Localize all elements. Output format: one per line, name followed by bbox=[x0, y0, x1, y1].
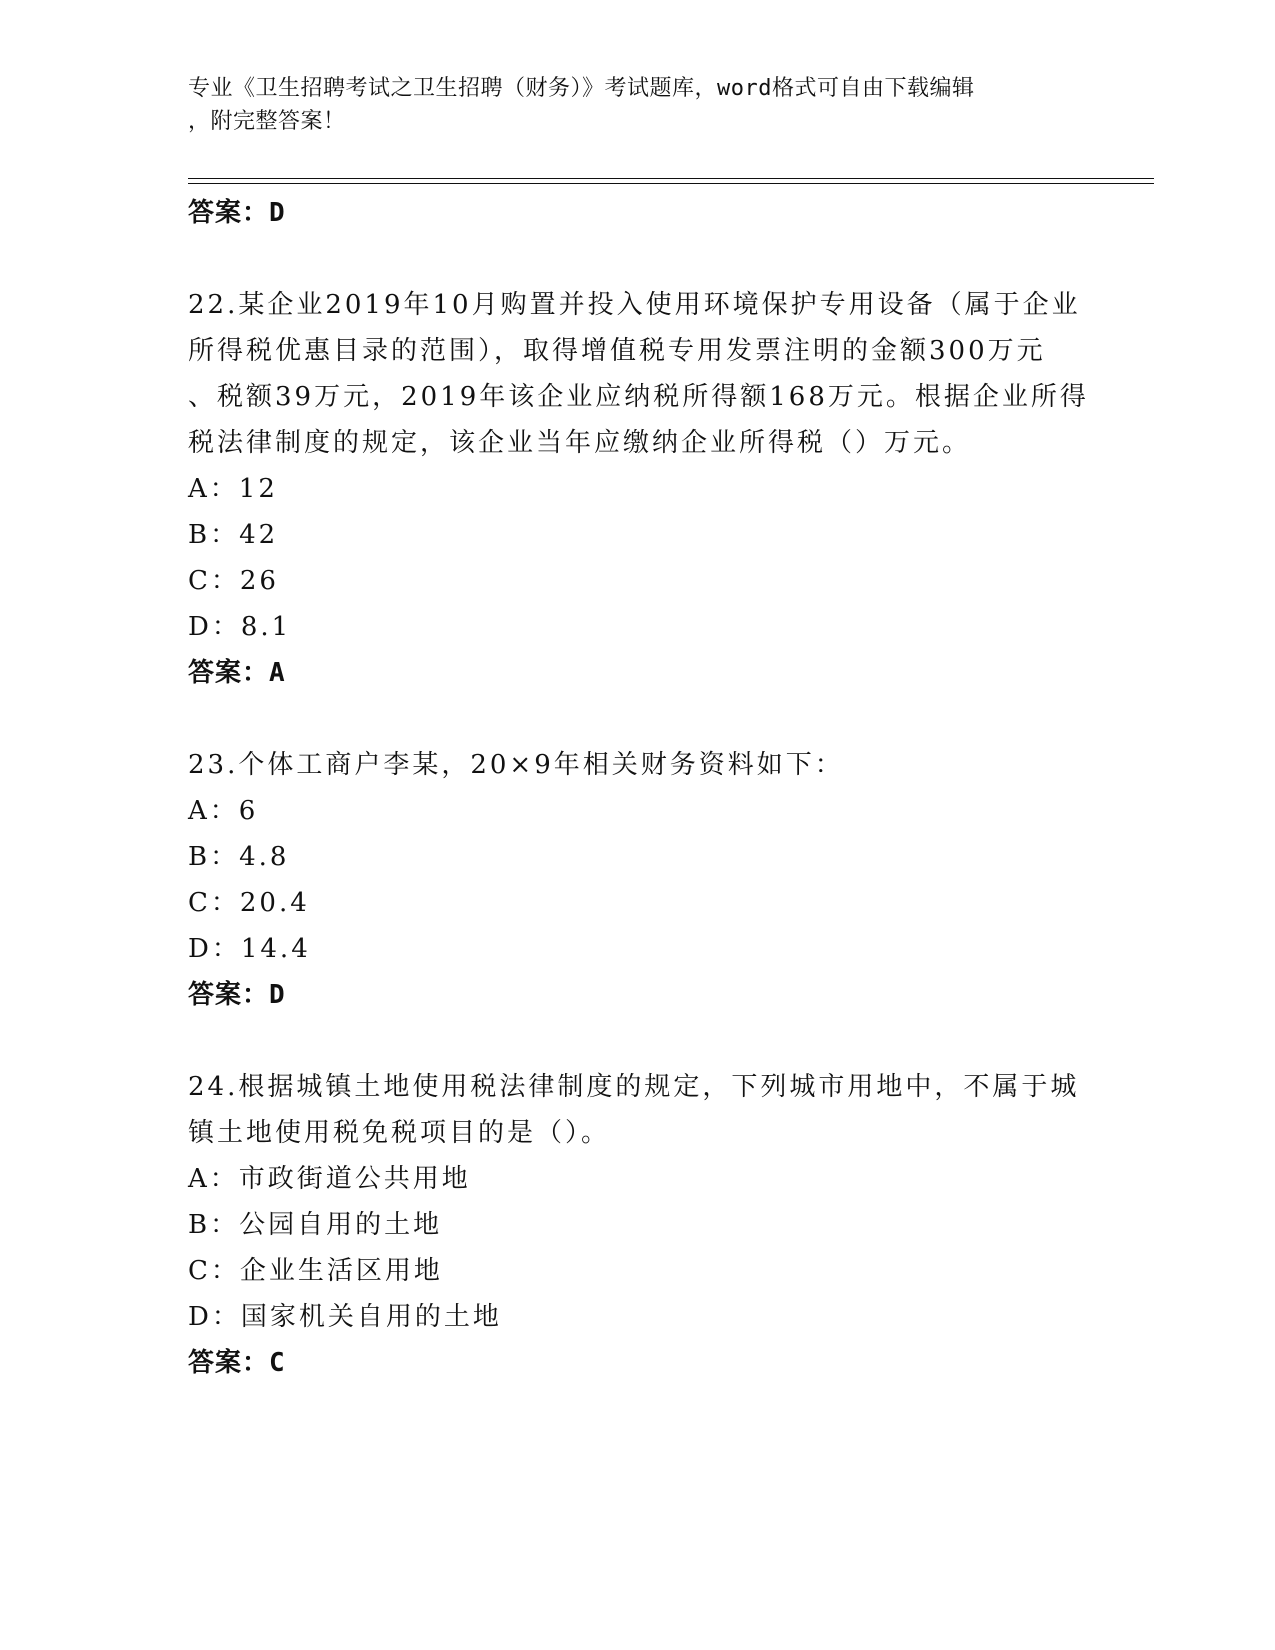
option-d: D：14.4 bbox=[188, 934, 311, 964]
previous-answer: 答案：D bbox=[188, 198, 286, 228]
question-text-line: 22.某企业2019年10月购置并投入使用环境保护专用设备（属于企业 bbox=[188, 290, 1081, 320]
document-header bbox=[188, 72, 1068, 138]
question-text-line: 23.个体工商户李某，20×9年相关财务资料如下： bbox=[188, 750, 844, 780]
document-body bbox=[188, 190, 1088, 1386]
question-text-line: 所得税优惠目录的范围），取得增值税专用发票注明的金额300万元 bbox=[188, 336, 1046, 366]
question-24 bbox=[188, 1064, 1088, 1386]
spacer bbox=[188, 236, 1088, 282]
option-a: A：12 bbox=[188, 474, 278, 504]
option-c: C：20.4 bbox=[188, 888, 310, 918]
header-rule-bottom bbox=[188, 183, 1154, 184]
option-c: C：26 bbox=[188, 566, 279, 596]
question-text-line: 镇土地使用税免税项目的是（）。 bbox=[188, 1118, 611, 1148]
option-c: C：企业生活区用地 bbox=[188, 1256, 443, 1286]
spacer bbox=[188, 696, 1088, 742]
spacer bbox=[188, 1018, 1088, 1064]
question-text-line: 税法律制度的规定，该企业当年应缴纳企业所得税（）万元。 bbox=[188, 428, 972, 458]
option-b: B：42 bbox=[188, 520, 279, 550]
option-a: A：6 bbox=[188, 796, 259, 826]
option-a: A：市政街道公共用地 bbox=[188, 1164, 471, 1194]
option-d: D：国家机关自用的土地 bbox=[188, 1302, 502, 1332]
question-23 bbox=[188, 742, 1088, 1018]
option-b: B：公园自用的土地 bbox=[188, 1210, 443, 1240]
header-rule-top bbox=[188, 178, 1154, 179]
header-line-1: 专业《卫生招聘考试之卫生招聘（财务）》考试题库，word格式可自由下载编辑 bbox=[188, 76, 975, 101]
header-line-2: ，附完整答案！ bbox=[188, 109, 346, 134]
answer: 答案：C bbox=[188, 1348, 286, 1378]
option-b: B：4.8 bbox=[188, 842, 290, 872]
answer: 答案：D bbox=[188, 980, 286, 1010]
answer: 答案：A bbox=[188, 658, 286, 688]
question-text-line: 、税额39万元，2019年该企业应纳税所得额168万元。根据企业所得 bbox=[188, 382, 1089, 412]
question-text-line: 24.根据城镇土地使用税法律制度的规定，下列城市用地中，不属于城 bbox=[188, 1072, 1080, 1102]
option-d: D：8.1 bbox=[188, 612, 292, 642]
question-22 bbox=[188, 282, 1088, 696]
